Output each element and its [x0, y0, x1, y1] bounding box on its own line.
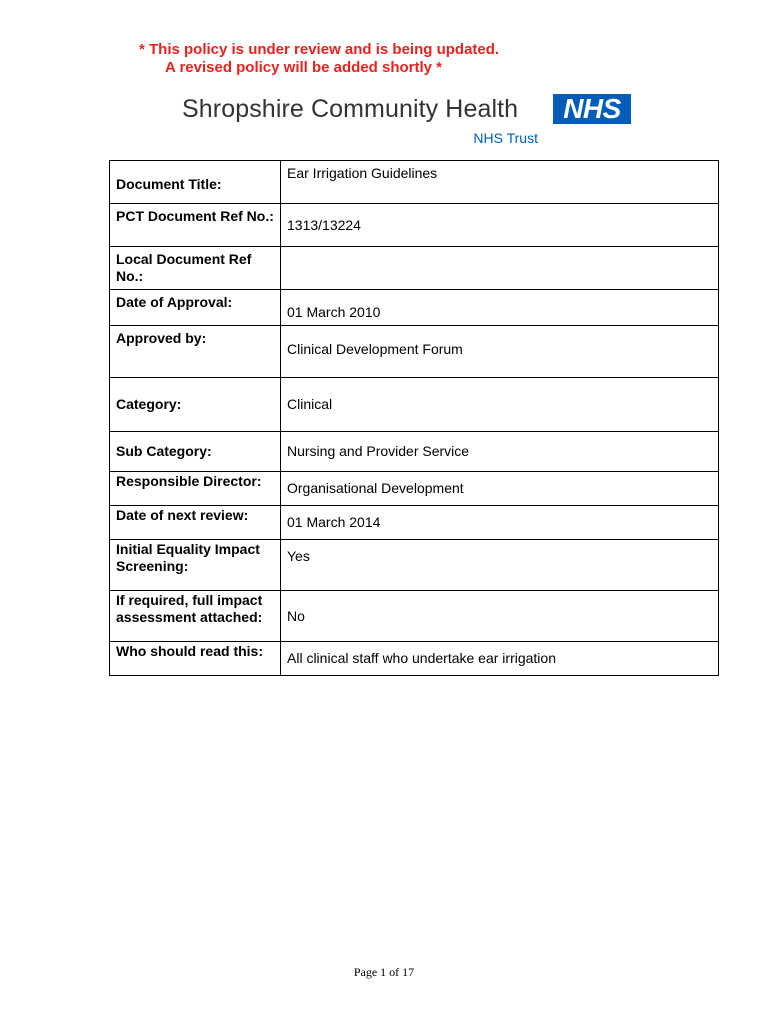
table-row	[110, 591, 719, 642]
table-row	[110, 326, 719, 378]
row-label-local-ref: Local Document Ref No.:	[110, 247, 281, 290]
row-label-pct-ref: PCT Document Ref No.:	[110, 204, 281, 247]
row-value-approved-by: Clinical Development Forum	[281, 326, 719, 378]
review-notice-line-1: * This policy is under review and is being updated.	[139, 41, 500, 58]
row-label-responsible-director: Responsible Director:	[110, 472, 281, 506]
row-value-category: Clinical	[281, 378, 719, 432]
table-row	[110, 161, 719, 204]
table-row	[110, 247, 719, 290]
table-row	[110, 290, 719, 326]
review-notice-line-2: A revised policy will be added shortly *	[165, 59, 443, 76]
document-info-table	[109, 160, 719, 676]
row-value-next-review: 01 March 2014	[281, 506, 719, 540]
row-value-pct-ref: 1313/13224	[281, 204, 719, 247]
row-value-sub-category: Nursing and Provider Service	[281, 432, 719, 472]
row-label-date-of-approval: Date of Approval:	[110, 290, 281, 326]
row-label-approved-by: Approved by:	[110, 326, 281, 378]
row-value-who-should-read: All clinical staff who undertake ear irrigation	[281, 642, 719, 676]
row-label-document-title: Document Title:	[110, 161, 281, 204]
row-label-equality-screening: Initial Equality Impact Screening:	[110, 540, 281, 591]
row-value-equality-screening: Yes	[281, 540, 719, 591]
table-row	[110, 204, 719, 247]
row-value-local-ref	[281, 247, 719, 290]
table-row	[110, 432, 719, 472]
table-row	[110, 506, 719, 540]
row-value-date-of-approval: 01 March 2010	[281, 290, 719, 326]
table-row	[110, 378, 719, 432]
row-value-document-title: Ear Irrigation Guidelines	[281, 161, 719, 204]
row-label-next-review: Date of next review:	[110, 506, 281, 540]
row-label-category: Category:	[110, 378, 281, 432]
table-row	[110, 472, 719, 506]
page-number: Page 1 of 17	[353, 965, 415, 979]
row-value-responsible-director: Organisational Development	[281, 472, 719, 506]
row-label-who-should-read: Who should read this:	[110, 642, 281, 676]
nhs-trust-label: NHS Trust	[473, 130, 538, 146]
row-value-impact-assessment: No	[281, 591, 719, 642]
row-label-sub-category: Sub Category:	[110, 432, 281, 472]
organisation-name: Shropshire Community Health	[182, 95, 519, 123]
table-row	[110, 540, 719, 591]
row-label-impact-assessment: If required, full impact assessment attached:	[110, 591, 281, 642]
nhs-logo: NHS	[553, 94, 631, 124]
table-row	[110, 642, 719, 676]
